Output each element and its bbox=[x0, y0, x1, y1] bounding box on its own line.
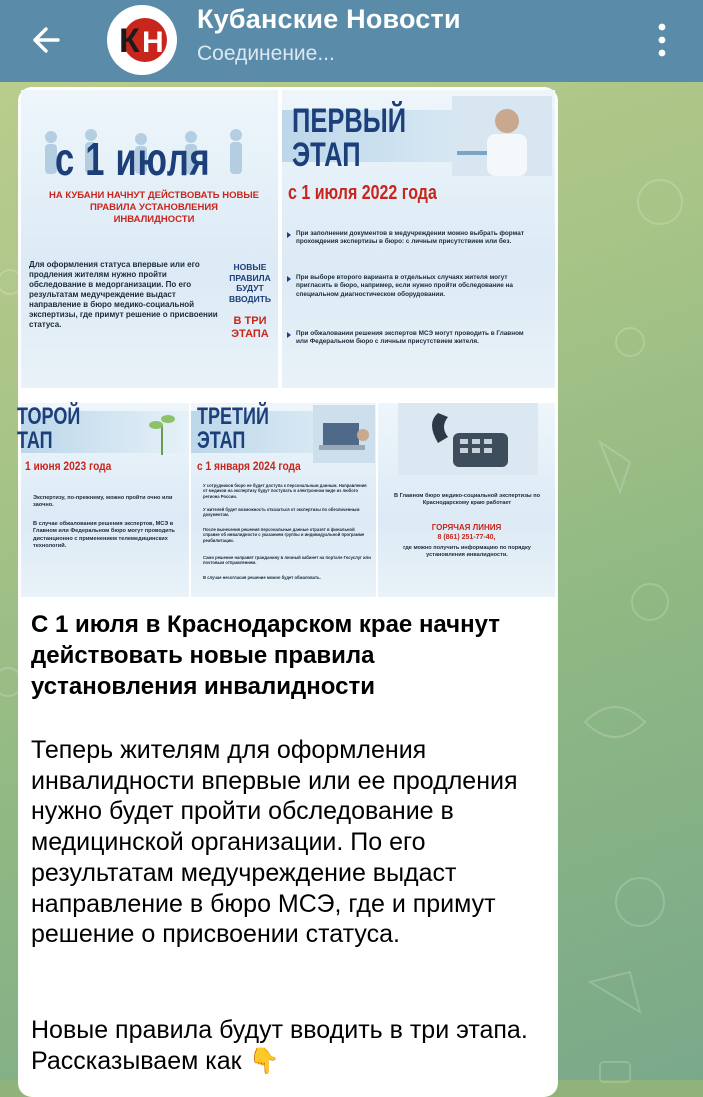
avatar-letter-k: К bbox=[119, 22, 140, 60]
laptop-photo-graphic bbox=[313, 405, 375, 463]
stage3-bullet-4: Само решение направят гражданину в личный кабинет на портале Госуслуг или почтовым отправлением. bbox=[203, 555, 371, 566]
back-arrow-icon[interactable] bbox=[28, 20, 68, 60]
stage1-date: с 1 июля 2022 года bbox=[288, 182, 437, 204]
infographic-collage[interactable] bbox=[17, 90, 555, 597]
infographic-tile-stage2[interactable] bbox=[17, 403, 189, 597]
channel-avatar[interactable] bbox=[107, 5, 177, 75]
message-paragraph-2 bbox=[31, 1015, 531, 1076]
message-paragraph-2-text: Новые правила будут вводить в три этапа. Рассказываем как bbox=[31, 1016, 528, 1075]
infographic-tile-hotline[interactable] bbox=[378, 403, 555, 597]
channel-logo-icon bbox=[107, 5, 177, 75]
stage3-bullet-2: У жителей будет возможность отказаться от экспертизы по обезличенным документам. bbox=[203, 507, 360, 518]
stage3-heading: ТРЕТИЙ ЭТАП bbox=[197, 403, 269, 454]
chat-header bbox=[0, 0, 703, 82]
stage3-date: с 1 января 2024 года bbox=[197, 459, 301, 473]
stage3-bullet-3: После вынесения решения персональные данные отразят в финальной справке об инвалидности с указанием группы и индивидуальной программе реабилитации. bbox=[203, 527, 365, 543]
message-bubble[interactable] bbox=[18, 87, 558, 1097]
plant-graphic bbox=[136, 405, 188, 457]
connection-status: Соединение... bbox=[197, 42, 335, 65]
telephone-photo-graphic bbox=[398, 403, 538, 475]
stage1-heading: ПЕРВЫЙ ЭТАП bbox=[292, 102, 407, 174]
infographic-tile-stage1[interactable] bbox=[282, 90, 555, 388]
intro-side-note: НОВЫЕ ПРАВИЛА БУДУТ ВВОДИТЬ bbox=[228, 262, 272, 304]
hotline-label: ГОРЯЧАЯ ЛИНИЯ bbox=[431, 523, 502, 532]
stage2-bullet-1: Экспертизу, по-прежнему, можно пройти очно или заочно. bbox=[33, 495, 173, 509]
intro-side-red: В ТРИ ЭТАПА bbox=[231, 315, 269, 340]
intro-subheadline: НА КУБАНИ НАЧНУТ ДЕЙСТВОВАТЬ НОВЫЕ ПРАВИЛА УСТАНОВЛЕНИЯ ИНВАЛИДНОСТИ bbox=[49, 190, 260, 225]
infographic-tile-stage3[interactable] bbox=[191, 403, 376, 597]
message-paragraph-1: Теперь жителям для оформления инвалидности впервые или ее продления нужно будет пройти обследование в медицинской организации. По его результатам медучреждение выдаст направление в бюро МСЭ, где и примут решение о присвоении статуса. bbox=[31, 736, 518, 949]
stage2-heading: ТОРОЙ ТАП bbox=[17, 403, 81, 454]
stage1-bullet-2: При выборе второго варианта в отдельных случаях жителя могут пригласить в бюро, например, если нужно пройти обследование на специальном диагностическом оборудовании. bbox=[296, 274, 513, 298]
stage1-bullet-markers bbox=[286, 230, 294, 350]
stage3-bullet-1: У сотрудников бюро не будет доступа к персональным данным. Направления от медиков на экспертизу будут поступать в электронном виде из любого региона России. bbox=[203, 483, 367, 499]
stage3-bullet-5: В случае несогласия решение можно будет обжаловать. bbox=[203, 575, 321, 580]
more-menu-icon[interactable] bbox=[650, 18, 674, 62]
channel-title[interactable]: Кубанские Новости bbox=[197, 4, 461, 34]
stage2-bullet-2: В случае обжалования решения экспертов, МСЭ в Главном или Федеральном бюро могут проводить дистанционно с применением телемедицинских технологий. bbox=[33, 521, 175, 550]
infographic-tile-intro[interactable] bbox=[21, 90, 278, 388]
hotline-outro: где можно получить информацию по порядку установления инвалидности. bbox=[403, 545, 531, 559]
stage1-bullet-3: При обжаловании решения экспертов МСЭ могут проводить в Главном или Федеральном бюро с личным присутствием жителя. bbox=[296, 330, 524, 346]
message-headline: С 1 июля в Краснодарском крае начнут действовать новые правила установления инвалидности bbox=[31, 611, 501, 700]
pointing-down-emoji-icon: 👇 bbox=[248, 1046, 280, 1075]
doctor-photo-graphic bbox=[452, 96, 552, 176]
intro-body: Для оформления статуса впервые или его продления жителям нужно пройти обследование в медорганизации. По его результатам медучреждение выдаст направление в бюро медико-социальной экспертизы, где примут решение о присвоении статуса. bbox=[29, 260, 218, 329]
stage2-date: 1 июня 2023 года bbox=[25, 459, 112, 473]
avatar-letter-n: Н bbox=[142, 26, 164, 59]
intro-headline: с 1 июля bbox=[55, 133, 211, 185]
hotline-intro: В Главном бюро медико-социальной экспертизы по Краснодарскому краю работает bbox=[393, 493, 540, 507]
hotline-phone[interactable]: 8 (861) 251-77-40, bbox=[437, 534, 496, 541]
stage1-bullet-1: При заполнении документов в медучреждении можно выбрать формат прохождения экспертизы в бюро: с личным присутствием или без. bbox=[296, 230, 524, 246]
